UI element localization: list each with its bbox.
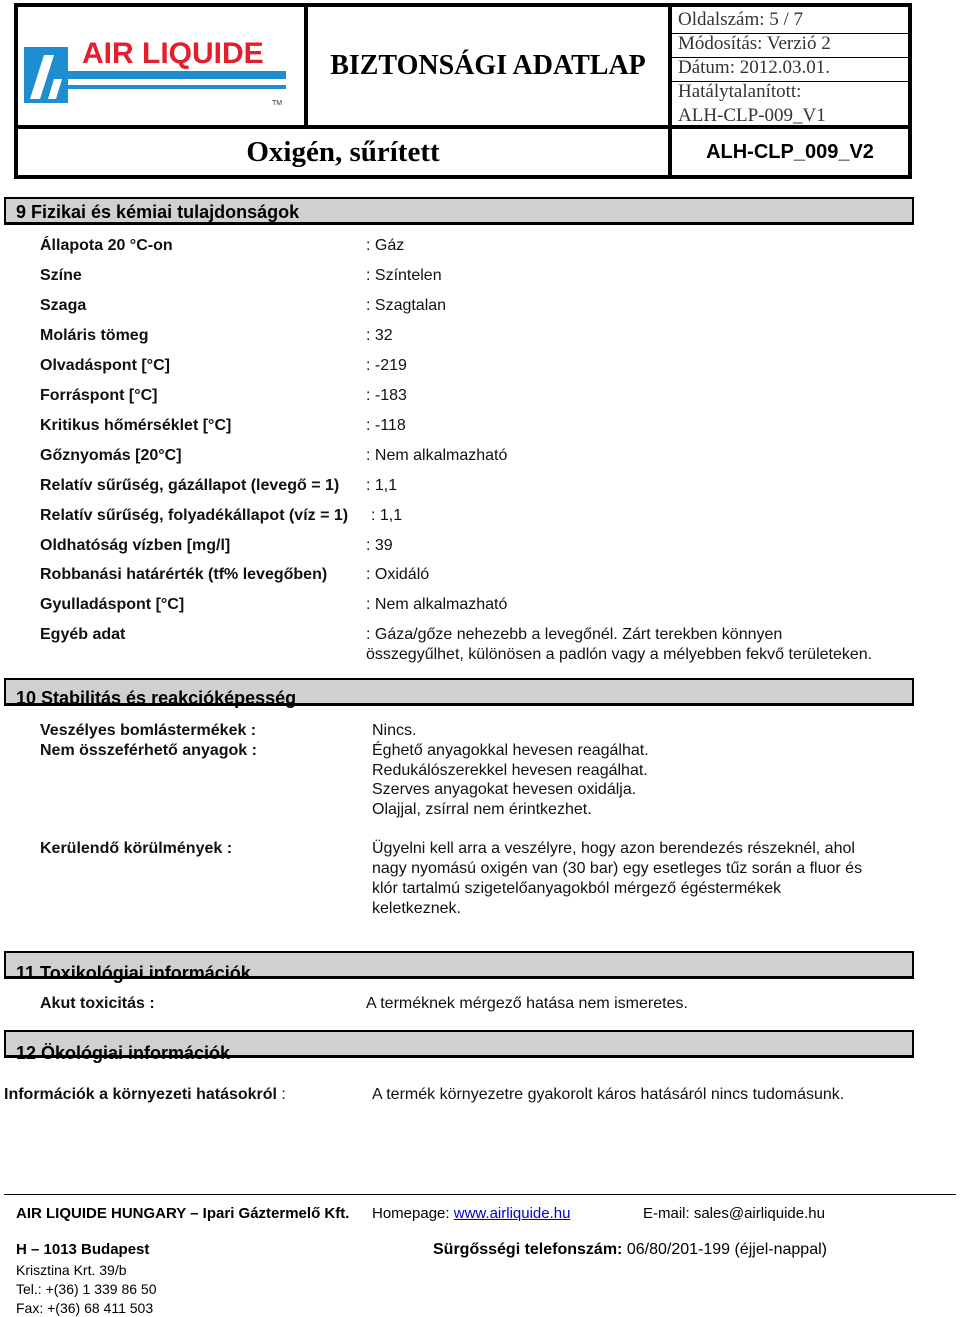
- property-label: Állapota 20 °C-on: [40, 237, 173, 254]
- section-9-title: 9 Fizikai és kémiai tulajdonságok: [16, 202, 300, 222]
- footer-street: Krisztina Krt. 39/b: [16, 1262, 127, 1278]
- property-label: Gyulladáspont [°C]: [40, 596, 185, 613]
- footer-emergency-value: 06/80/201-199 (éjjel-nappal): [626, 1241, 827, 1258]
- section-10-line: Nincs.: [372, 722, 417, 739]
- air-liquide-logo: [18, 7, 304, 125]
- hazardous-decomposition-label: Veszélyes bomlástermékek :: [40, 722, 257, 739]
- logo-tm: TM: [272, 100, 283, 107]
- footer-homepage-link[interactable]: www.airliquide.hu: [453, 1205, 571, 1222]
- property-value: : Szagtalan: [366, 297, 447, 314]
- section-10-line: Redukálószerekkel hevesen reagálhat.: [372, 762, 648, 779]
- environmental-info-value: A termék környezetre gyakorolt káros hatásáról nincs tudomásunk.: [372, 1086, 845, 1103]
- property-value: : -219: [366, 357, 407, 374]
- property-value: : 1,1: [366, 477, 398, 494]
- logo-text: AIR LIQUIDE: [82, 37, 264, 70]
- property-label: Forráspont [°C]: [40, 387, 158, 404]
- environmental-info-colon: :: [276, 1086, 286, 1103]
- section-10-line: keletkeznek.: [372, 900, 461, 917]
- section-10-line: Ügyelni kell arra a veszélyre, hogy azon berendezés részeknél, ahol: [372, 840, 855, 857]
- property-label: Relatív sűrűség, gázállapot (levegő = 1): [40, 477, 340, 494]
- meta-superseded-label: Hatálytalanított:: [678, 81, 802, 102]
- meta-revision: Módosítás: Verzió 2: [678, 33, 831, 54]
- section-11-title: 11 Toxikológiai információk: [16, 963, 251, 983]
- document-code: ALH-CLP_009_V2: [670, 127, 910, 177]
- property-value: : Oxidáló: [366, 566, 430, 583]
- property-label: Színe: [40, 267, 82, 284]
- document-meta: [670, 5, 910, 127]
- property-value: : -118: [366, 417, 406, 434]
- footer-company: AIR LIQUIDE HUNGARY – Ipari Gáztermelő Kft.: [16, 1205, 350, 1222]
- property-value: : Gáza/gőze nehezebb a levegőnél. Zárt terekben könnyen: [366, 626, 783, 643]
- property-label: Szaga: [40, 297, 87, 314]
- property-label: Kritikus hőmérséklet [°C]: [40, 417, 232, 434]
- property-value: : Gáz: [366, 237, 405, 254]
- property-value: : Nem alkalmazható: [366, 447, 508, 464]
- property-label: Moláris tömeg: [40, 327, 149, 344]
- section-9-header: [4, 197, 914, 225]
- section-12-header: [4, 1030, 914, 1063]
- footer-emergency: [433, 1241, 827, 1259]
- footer-emergency-label: Sürgősségi telefonszám:: [433, 1241, 623, 1258]
- footer-tel: Tel.: +(36) 1 339 86 50: [16, 1281, 157, 1297]
- property-value: : Színtelen: [366, 267, 442, 284]
- product-name: Oxigén, sűrített: [16, 127, 670, 177]
- acute-toxicity-value: A terméknek mérgező hatása nem ismeretes.: [366, 995, 688, 1012]
- footer-city: H – 1013 Budapest: [16, 1241, 150, 1258]
- property-label: Relatív sűrűség, folyadékállapot (víz = 1): [40, 507, 349, 524]
- footer-email: E-mail: sales@airliquide.hu: [643, 1205, 825, 1222]
- incompatible-materials-label: Nem összeférhető anyagok :: [40, 742, 257, 759]
- meta-date: Dátum: 2012.03.01.: [678, 57, 830, 78]
- section-10-header: [4, 678, 914, 706]
- conditions-to-avoid-label: Kerülendő körülmények :: [40, 840, 233, 857]
- section-10-title: 10 Stabilitás és reakcióképesség: [16, 688, 297, 708]
- section-10-line: nagy nyomású oxigén van (30 bar) egy esetleges tűz során a fluor és: [372, 860, 863, 877]
- meta-page: Oldalszám: 5 / 7: [678, 9, 804, 30]
- property-label: Oldhatóság vízben [mg/l]: [40, 537, 231, 554]
- section-10-line: Olajjal, zsírral nem érintkezhet.: [372, 801, 592, 818]
- section-12-title: 12 Ökológiai információk: [16, 1043, 231, 1063]
- footer-divider: [4, 1194, 956, 1195]
- property-value: : 39: [366, 537, 393, 554]
- logo-cell: [16, 5, 306, 127]
- section-11-header: [4, 951, 914, 983]
- footer-fax: Fax: +(36) 68 411 503: [16, 1300, 154, 1316]
- environmental-info-label-text: Információk a környezeti hatásokról: [4, 1086, 277, 1103]
- property-value: : 32: [366, 327, 393, 344]
- property-value-continued: összegyűlhet, különösen a padlón vagy a mélyebben fekvő területeken.: [366, 646, 873, 663]
- property-label: Robbanási határérték (tf% levegőben): [40, 566, 328, 583]
- section-10-line: klór tartalmú szigetelőanyagokból mérgező égéstermékek: [372, 880, 782, 897]
- section-10-line: Szerves anyagokat hevesen oxidálja.: [372, 781, 637, 798]
- property-value: : Nem alkalmazható: [366, 596, 508, 613]
- acute-toxicity-label: Akut toxicitás :: [40, 995, 155, 1012]
- property-label: Egyéb adat: [40, 626, 126, 643]
- property-label: Olvadáspont [°C]: [40, 357, 170, 374]
- footer-homepage-label: Homepage:: [372, 1205, 450, 1222]
- property-value: : 1,1: [371, 507, 403, 524]
- footer-homepage: [372, 1205, 570, 1222]
- document-title: BIZTONSÁGI ADATLAP: [306, 5, 670, 127]
- environmental-info-label: [4, 1086, 286, 1104]
- property-value: : -183: [366, 387, 407, 404]
- section-10-line: Éghető anyagokkal hevesen reagálhat.: [372, 742, 649, 759]
- property-label: Gőznyomás [20°C]: [40, 447, 182, 464]
- meta-superseded-value: ALH-CLP-009_V1: [678, 105, 826, 126]
